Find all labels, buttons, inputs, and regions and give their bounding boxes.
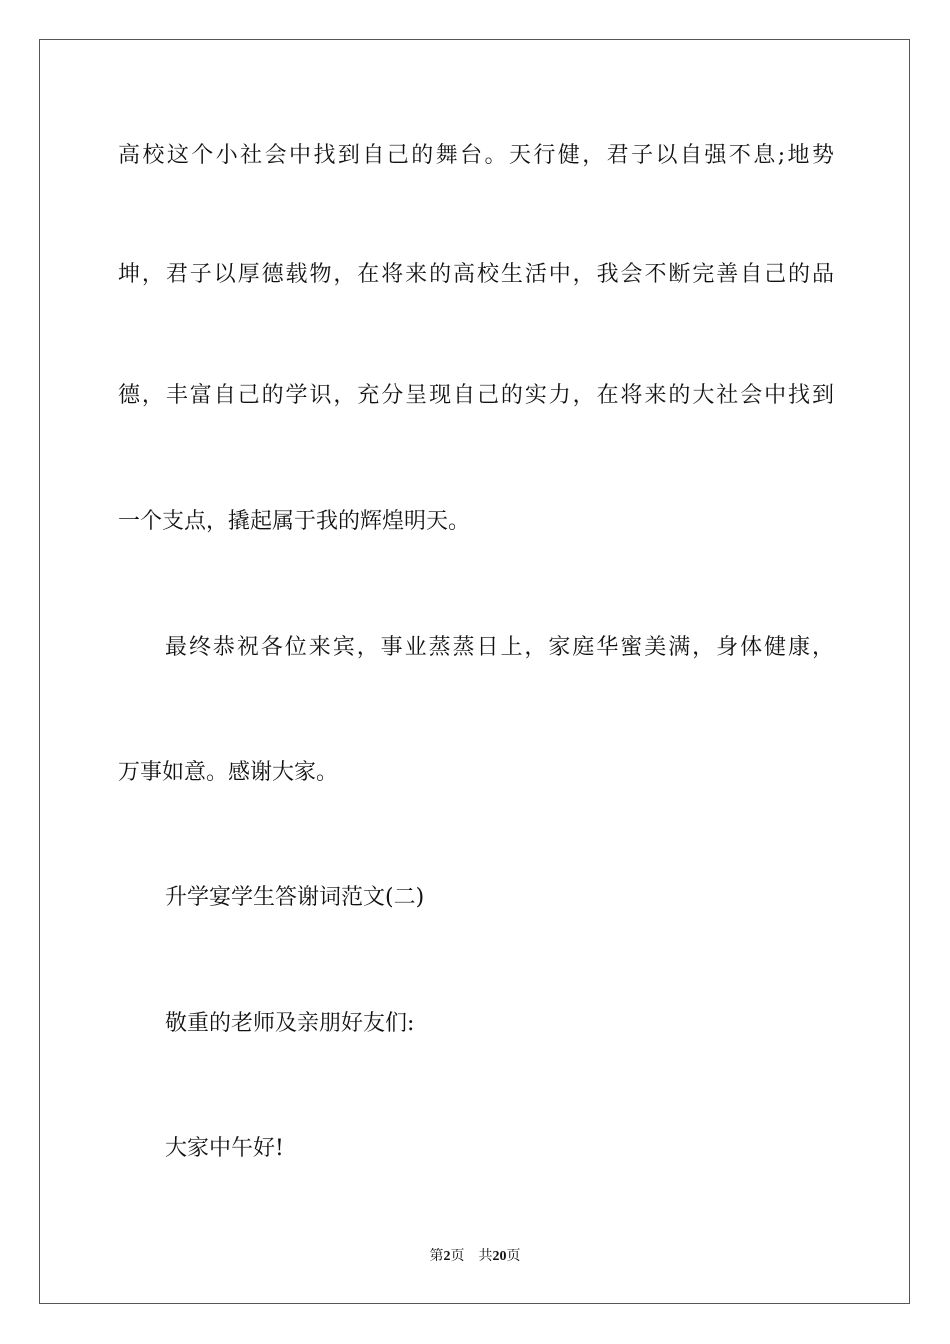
paragraph-line-2: 坤，君子以厚德载物，在将来的高校生活中，我会不断完善自己的品 — [118, 262, 834, 287]
paragraph-line-3: 德，丰富自己的学识，充分呈现自己的实力，在将来的大社会中找到 — [118, 383, 834, 408]
closing-wishes-line-2: 万事如意。感谢大家。 — [118, 760, 339, 785]
page-number: 2 — [443, 1249, 451, 1264]
page-frame — [39, 39, 910, 1304]
page-footer — [0, 1248, 950, 1266]
total-prefix: 共 — [478, 1249, 493, 1264]
page-prefix: 第 — [429, 1249, 444, 1264]
total-pages: 20 — [492, 1249, 507, 1264]
closing-wishes-line-1: 最终恭祝各位来宾，事业蒸蒸日上，家庭华蜜美满，身体健康， — [165, 635, 834, 660]
page-suffix: 页 — [450, 1249, 465, 1264]
paragraph-line-1: 高校这个小社会中找到自己的舞台。天行健，君子以自强不息;地势 — [118, 143, 834, 168]
paragraph-line-4: 一个支点，撬起属于我的辉煌明天。 — [118, 509, 471, 534]
salutation: 敬重的老师及亲朋好友们: — [165, 1011, 415, 1036]
section-heading: 升学宴学生答谢词范文(二) — [165, 885, 425, 910]
greeting: 大家中午好! — [165, 1136, 284, 1161]
total-suffix: 页 — [506, 1249, 521, 1264]
